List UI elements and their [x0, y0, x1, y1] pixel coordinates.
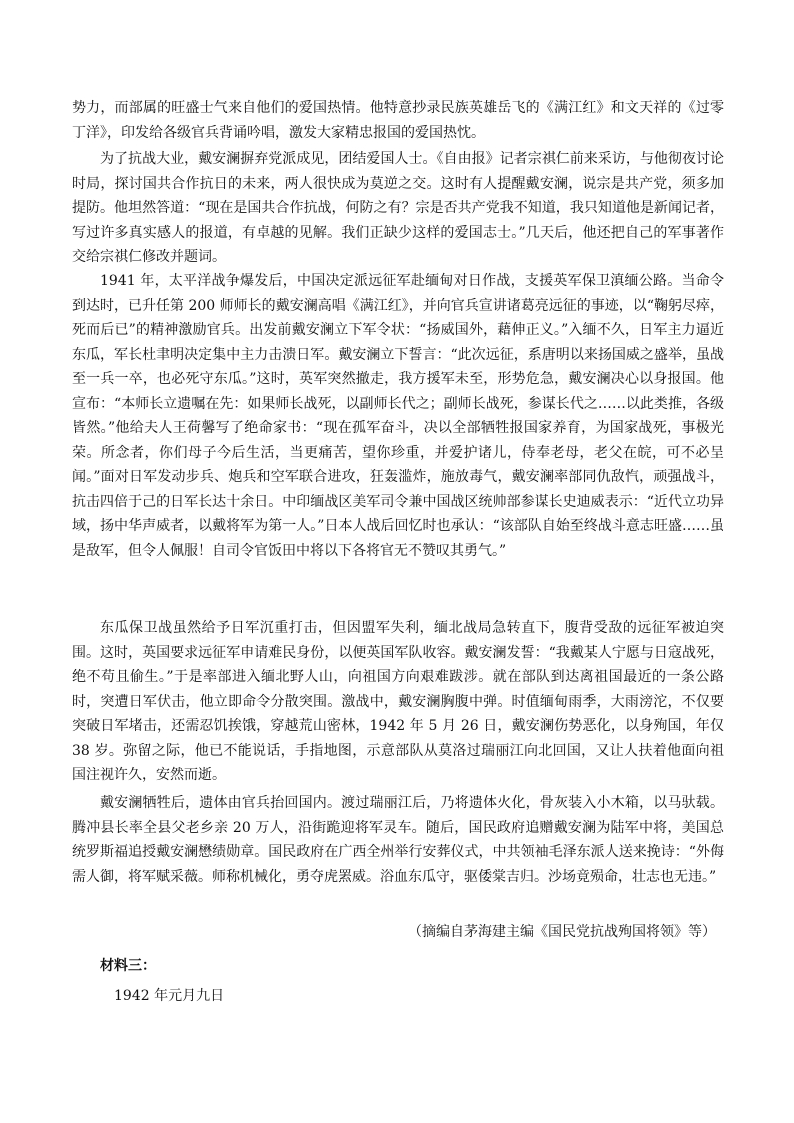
paragraph-5: 戴安澜牺牲后，遗体由官兵抬回国内。渡过瑞丽江后，乃将遗体火化，骨灰装入小木箱，以马驮载。腾冲县长率全县父老乡亲 20 万人，沿街跪迎将军灵车。随后，国民政府追赠戴安澜为陆军中将，美国总统罗斯福追授戴安澜懋绩勋章。国民政府在广西全州举行安葬仪式，中共领袖毛泽东派人送来挽诗：“外侮需人御，将军赋采薇。师称机械化，勇夺虎罴威。浴血东瓜守，驱倭棠吉归。沙场竟殒命，壮志也无违。”	[72, 795, 724, 885]
date-line: 1942 年元月九日	[114, 988, 225, 1004]
source-citation: （摘编自茅海建主编《国民党抗战殉国将领》等）	[408, 924, 716, 940]
section-heading: 材料三：	[100, 958, 156, 974]
paragraph-4: 东瓜保卫战虽然给予日军沉重打击，但因盟军失利，缅北战局急转直下，腹背受敌的远征军被迫突围。这时，英国要求远征军申请难民身份，以便英国军队收容。戴安澜发誓：“我戴某人宁愿与日寇战死，绝不苟且偷生。”于是率部进入缅北野人山，向祖国方向艰难跋涉。就在部队到达离祖国最近的一条公路时，突遭日军伏击，他立即命令分散突围。激战中，戴安澜胸腹中弹。时值缅甸雨季，大雨滂沱，不仅要突破日军堵击，还需忍饥挨饿，穿越荒山密林，1942 年 5 月 26 日，戴安澜伤势恶化，以身殉国，年仅 38 岁。弥留之际，他已不能说话，手指地图，示意部队从莫洛过瑞丽江向北回国，又让人扶着他面向祖国注视许久，安然而逝。	[72, 620, 724, 783]
paragraph-1: 势力，而部属的旺盛士气来自他们的爱国热情。他特意抄录民族英雄岳飞的《满江红》和文天祥的《过零丁洋》，印发给各级官兵背诵吟唱，激发大家精忠报国的爱国热忱。	[72, 100, 724, 141]
paragraph-3: 1941 年，太平洋战争爆发后，中国决定派远征军赴缅甸对日作战，支援英军保卫滇缅公路。当命令到达时，已升任第 200 师师长的戴安澜高唱《满江红》，并向官兵宣讲诸葛亮远征的事迹，以“鞠躬尽瘁，死而后已”的精神激励官兵。出发前戴安澜立下军令状：“扬威国外，藉伸正义。”入缅不久，日军主力逼近东瓜，军长杜聿明决定集中主力击溃日军。戴安澜立下誓言：“此次远征，系唐明以来扬国威之盛举，虽战至一兵一卒，也必死守东瓜。”这时，英军突然撤走，我方援军未至，形势危急，戴安澜决心以身报国。他宣布：“本师长立遗嘱在先：如果师长战死，以副师长代之；副师长战死，参谋长代之……以此类推，各级皆然。”他给夫人王荷馨写了绝命家书：“现在孤军奋斗，决以全部牺牲报国家养育，为国家战死，事极光荣。所念者，你们母子今后生活，当更痛苦，望你珍重，并爱护诸儿，侍奉老母，老父在皖，可不必呈闻。”面对日军发动步兵、炮兵和空军联合进攻，狂轰滥炸，施放毒气，戴安澜率部同仇敌忾，顽强战斗，抗击四倍于己的日军长达十余日。中印缅战区美军司令兼中国战区统帅部参谋长史迪威表示：“近代立功异域，扬中华声威者，以戴将军为第一人。”日本人战后回忆时也承认：“该部队自始至终战斗意志旺盛……虽是敌军，但令人佩服！自司令官饭田中将以下各将官无不赞叹其勇气。”	[72, 273, 724, 559]
paragraph-2: 为了抗战大业，戴安澜摒弃党派成见，团结爱国人士。《自由报》记者宗祺仁前来采访，与他彻夜讨论时局，探讨国共合作抗日的未来，两人很快成为莫逆之交。这时有人提醒戴安澜，说宗是共产党，须多加提防。他坦然答道：“现在是国共合作抗战，何防之有？宗是否共产党我不知道，我只知道他是新闻记者，写过许多真实感人的报道，有卓越的见解。我们正缺少这样的爱国志士。”几天后，他还把自己的军事著作交给宗祺仁修改并题词。	[72, 151, 724, 265]
